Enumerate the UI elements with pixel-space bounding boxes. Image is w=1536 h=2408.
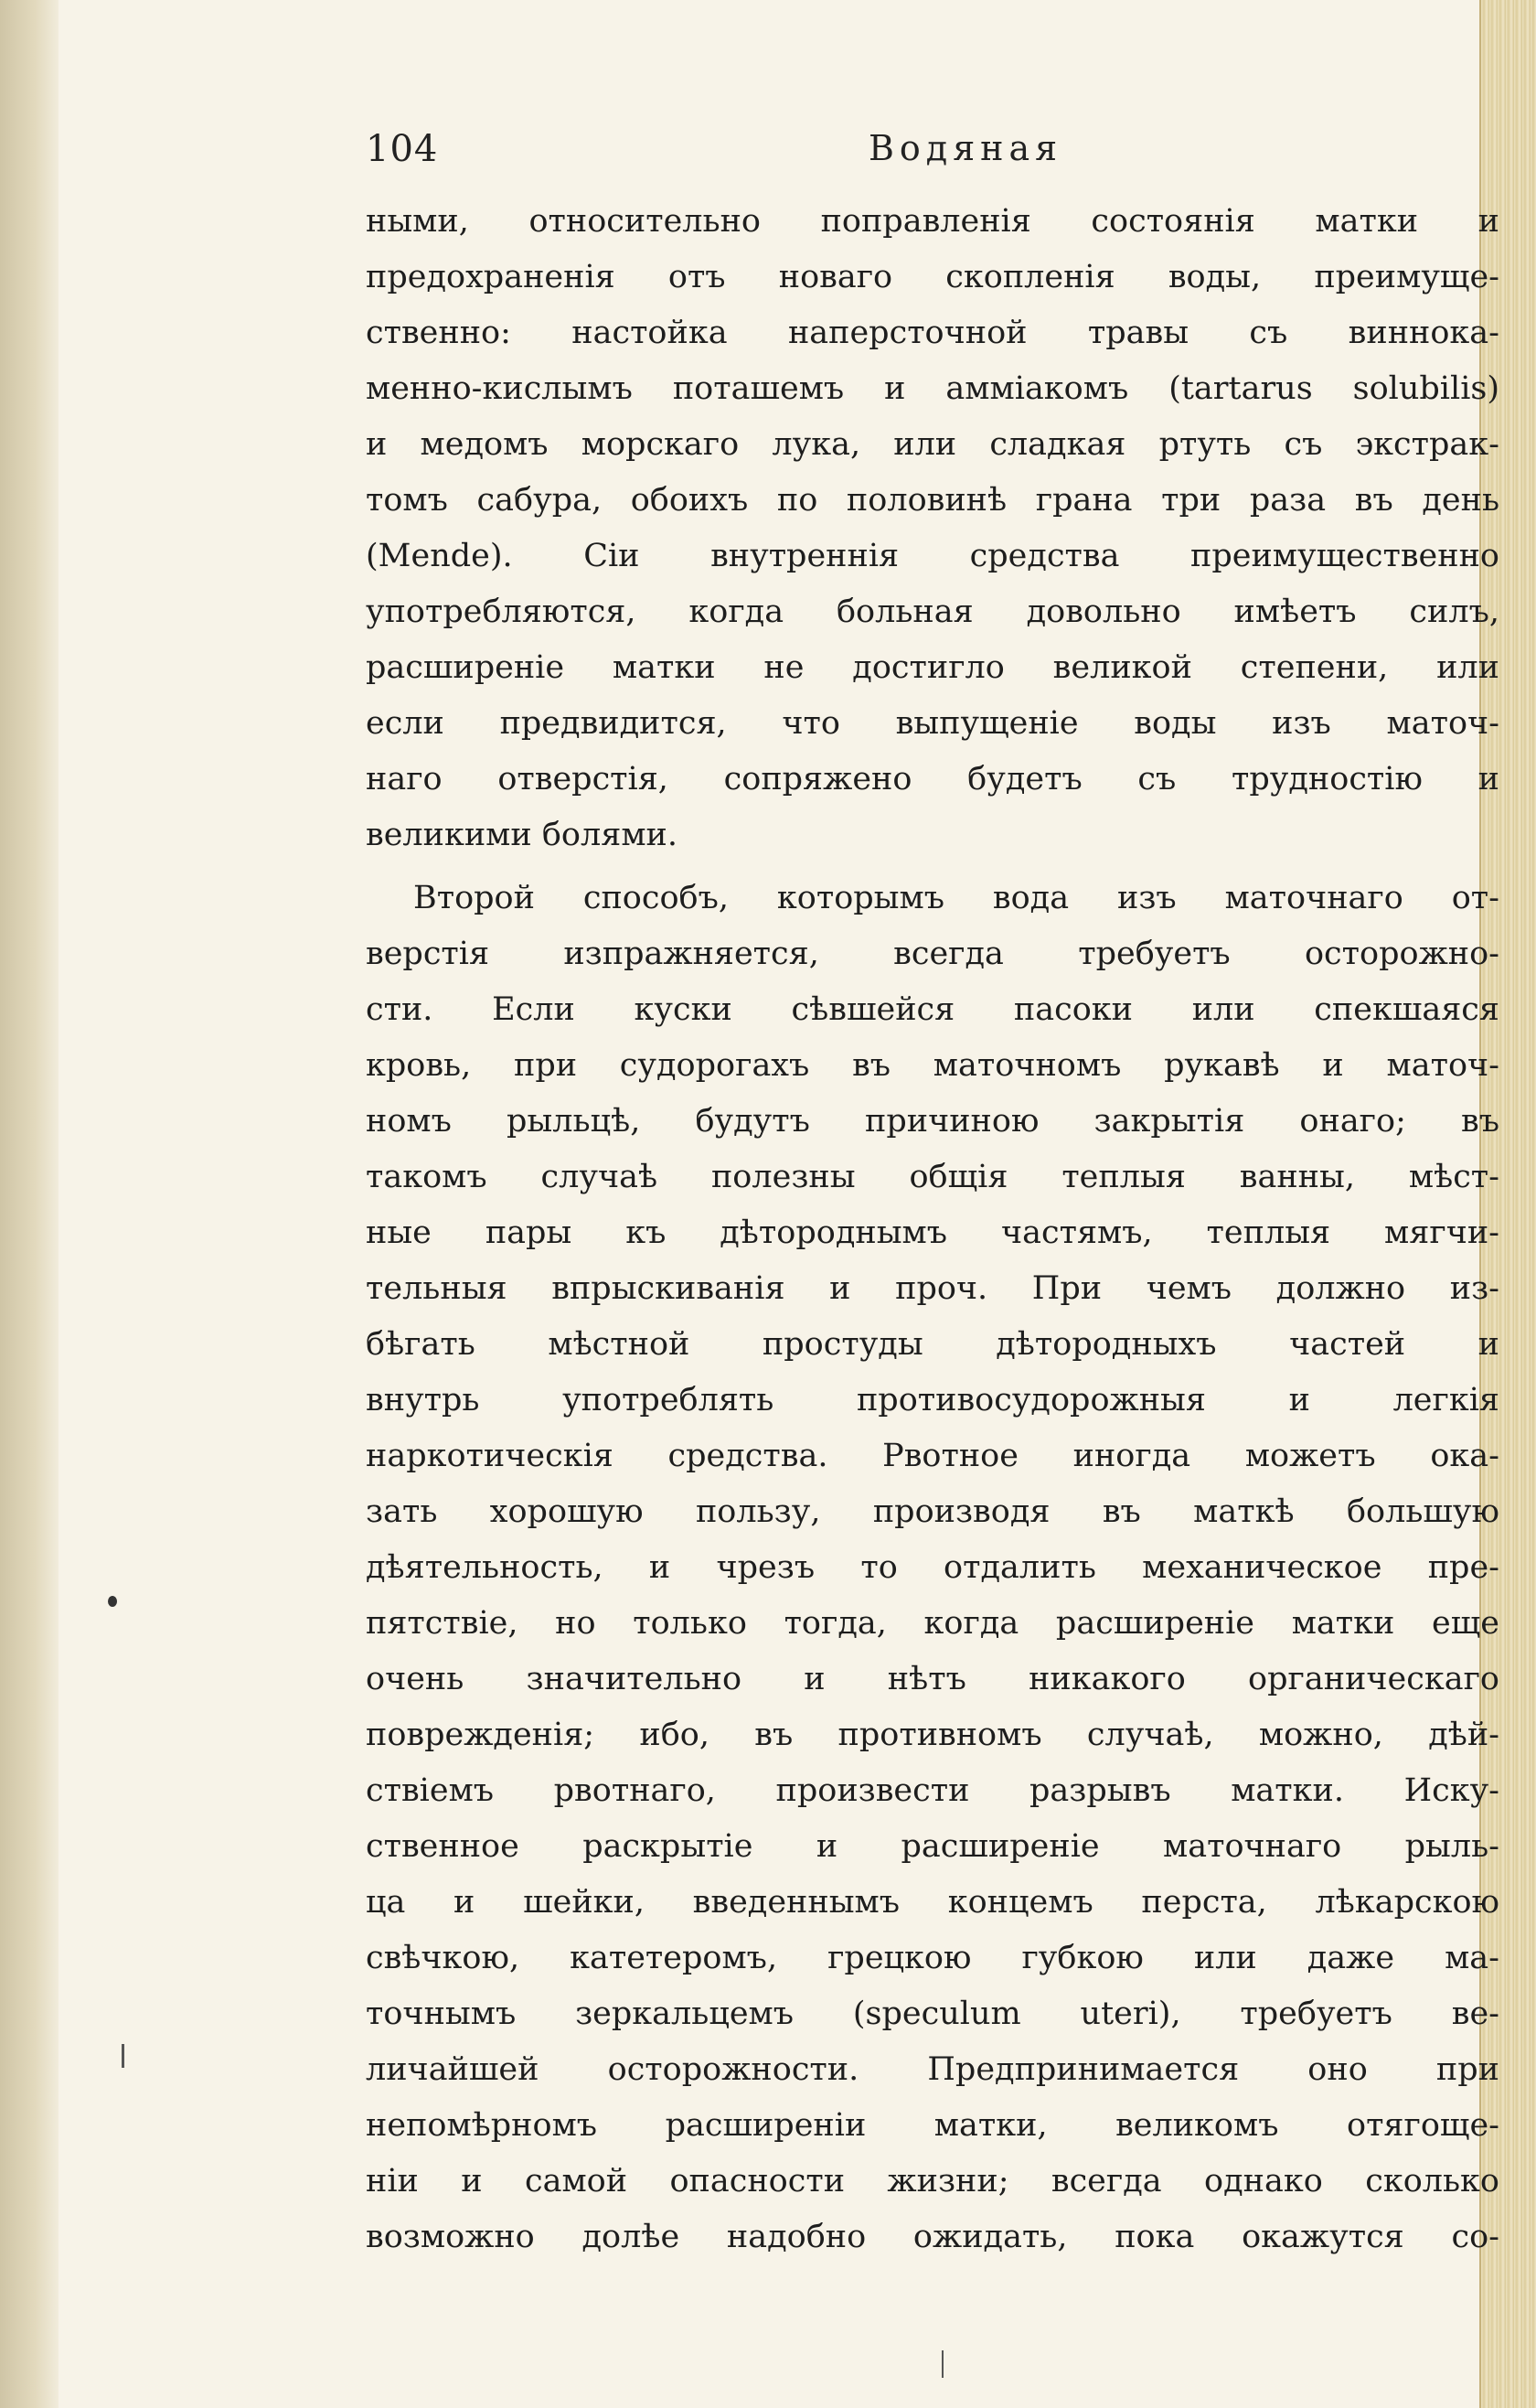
text-line: зать хорошую пользу, производя въ маткѣ большую — [366, 1493, 1499, 1530]
text-line: ственное раскрытiе и расширенiе маточнаго рыль- — [366, 1828, 1499, 1865]
text-line: ные пары къ дѣтороднымъ частямъ, теплыя мягчи- — [366, 1215, 1499, 1251]
text-line: очень значительно и нѣтъ никакого органическаго — [366, 1661, 1499, 1697]
ink-stroke — [942, 2350, 944, 2378]
text-line: верстiя изпражняется, всегда требуетъ осторожно- — [366, 936, 1499, 972]
text-line: наркотическiя средства. Рвотное иногда можетъ ока- — [366, 1438, 1499, 1474]
text-line: расширенiе матки не достигло великой степени, или — [366, 649, 1499, 686]
page-gutter-shadow — [0, 0, 59, 2408]
text-line: если предвидится, что выпущенiе воды изъ маточ- — [366, 705, 1499, 742]
text-line: поврежденiя; ибо, въ противномъ случаѣ, можно, дѣй- — [366, 1717, 1499, 1753]
text-line: такомъ случаѣ полезны общiя теплыя ванны, мѣст- — [366, 1159, 1499, 1195]
text-line: ными, относительно поправленія состоянія матки и — [366, 203, 1499, 240]
text-line: Второй способъ, которымъ вода изъ маточнаго от- — [413, 880, 1499, 916]
text-line: личайшей осторожности. Предпринимается оно при — [366, 2051, 1499, 2088]
text-line: пятствiе, но только тогда, когда расширенiе матки еще — [366, 1605, 1499, 1642]
text-line: возможно долѣе надобно ожидать, пока окажутся со- — [366, 2219, 1499, 2255]
page-number: 104 — [366, 128, 439, 170]
paragraph-gap — [366, 863, 1499, 871]
text-line: точнымъ зеркальцемъ (speculum uteri), требуетъ ве- — [366, 1996, 1499, 2032]
text-line: кровь, при судорогахъ въ маточномъ рукавѣ и маточ- — [366, 1047, 1499, 1084]
text-line: нiи и самой опасности жизни; всегда однако сколько — [366, 2163, 1499, 2199]
text-line: свѣчкою, катетеромъ, грецкою губкою или даже ма- — [366, 1940, 1499, 1976]
text-line: ца и шейки, введеннымъ концемъ перста, лѣкарскою — [366, 1884, 1499, 1921]
text-line: (Mende). Сiи внутреннiя средства преимущественно — [366, 538, 1499, 574]
running-head: Водяная — [869, 128, 1063, 168]
text-line: употребляются, когда больная довольно имѣетъ силъ, — [366, 594, 1499, 630]
text-line: тельныя впрыскиванiя и проч. При чемъ должно из- — [366, 1270, 1499, 1307]
text-line: менно-кислымъ поташемъ и аммiакомъ (tartarus solubilis) — [366, 370, 1499, 407]
text-line: бѣгать мѣстной простуды дѣтородныхъ частей и — [366, 1326, 1499, 1363]
text-line: ственно: настойка наперсточной травы съ виннока- — [366, 315, 1499, 351]
text-line: дѣятельность, и чрезъ то отдалить механическое пре- — [366, 1549, 1499, 1586]
page-header — [366, 128, 1499, 183]
body-text — [366, 194, 1499, 2265]
text-line: непомѣрномъ расширенiи матки, великомъ отягоще- — [366, 2107, 1499, 2144]
text-line: ствiемъ рвотнаго, произвести разрывъ матки. Иску- — [366, 1772, 1499, 1809]
text-line: номъ рыльцѣ, будутъ причиною закрытiя онаго; въ — [366, 1103, 1499, 1140]
text-line: великими болями. — [366, 817, 677, 853]
text-line: сти. Если куски сѣвшейся пасоки или спекшаяся — [366, 991, 1499, 1028]
text-line: и медомъ морскаго лука, или сладкая ртуть съ экстрак- — [366, 426, 1499, 463]
text-line: наго отверстiя, сопряжено будетъ съ трудностiю и — [366, 761, 1499, 797]
text-line: томъ сабура, обоихъ по половинѣ грана три раза въ день — [366, 482, 1499, 519]
text-line: внутрь употреблять противосудорожныя и легкiя — [366, 1382, 1499, 1418]
text-line: предохраненія отъ новаго скопленія воды, преимуще- — [366, 259, 1499, 295]
ink-speck — [108, 1596, 117, 1607]
ink-stroke — [122, 2044, 124, 2068]
